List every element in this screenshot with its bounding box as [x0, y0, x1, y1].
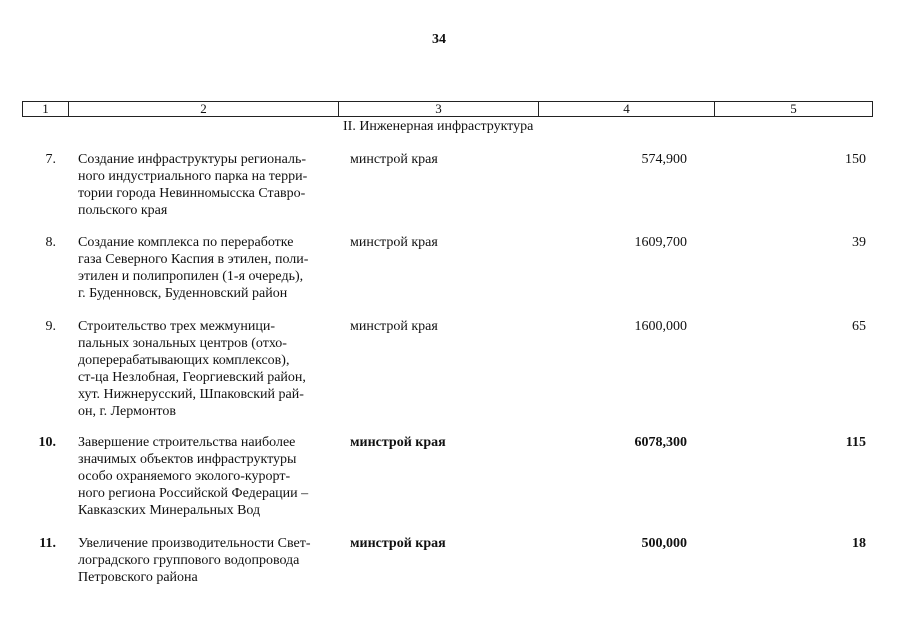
row-number: 10.	[38, 435, 56, 450]
row-name: Строительство трех межмуници- пальных зональных центров (отхо- доперерабатывающих комплексов), ст-ца Незлобная, Георгиевский район, хут. Нижнерусский, Шпаковский рай- он, г. Лермонтов	[78, 319, 306, 419]
row-number: 7.	[45, 152, 56, 167]
row-responsible: минстрой края	[350, 319, 438, 334]
row-number: 11.	[39, 536, 56, 551]
header-col-1: 1	[23, 102, 69, 116]
header-col-4: 4	[539, 102, 715, 116]
row-count: 150	[845, 152, 866, 167]
header-col-3: 3	[339, 102, 539, 116]
row-responsible: минстрой края	[350, 435, 446, 450]
row-number: 8.	[45, 235, 56, 250]
row-count: 18	[852, 536, 866, 551]
row-name: Увеличение производительности Свет- лоградского группового водопровода Петровского района	[78, 536, 311, 585]
row-amount: 1600,000	[634, 319, 687, 334]
page-number: 34	[432, 32, 446, 47]
header-col-2: 2	[69, 102, 339, 116]
row-amount: 1609,700	[634, 235, 687, 250]
row-name: Создание комплекса по переработке газа Северного Каспия в этилен, поли- этилен и полипропилен (1-я очередь), г. Буденновск, Буденновский район	[78, 235, 309, 301]
row-amount: 500,000	[641, 536, 687, 551]
row-name: Завершение строительства наиболее значимых объектов инфраструктуры особо охраняемого эколого-курорт- ного региона Российской Федерации – Кавказских Минеральных Вод	[78, 435, 309, 518]
section-title: II. Инженерная инфраструктура	[343, 119, 534, 134]
row-responsible: минстрой края	[350, 235, 438, 250]
row-count: 39	[852, 235, 866, 250]
row-amount: 574,900	[641, 152, 687, 167]
row-amount: 6078,300	[634, 435, 687, 450]
row-name: Создание инфраструктуры региональ- ного индустриального парка на терри- тории города Невинномысска Ставро- польского края	[78, 152, 308, 218]
row-responsible: минстрой края	[350, 536, 446, 551]
table-header-row	[22, 101, 873, 117]
row-count: 115	[845, 435, 866, 450]
header-col-5: 5	[790, 101, 797, 116]
row-number: 9.	[45, 319, 56, 334]
row-responsible: минстрой края	[350, 152, 438, 167]
row-count: 65	[852, 319, 866, 334]
